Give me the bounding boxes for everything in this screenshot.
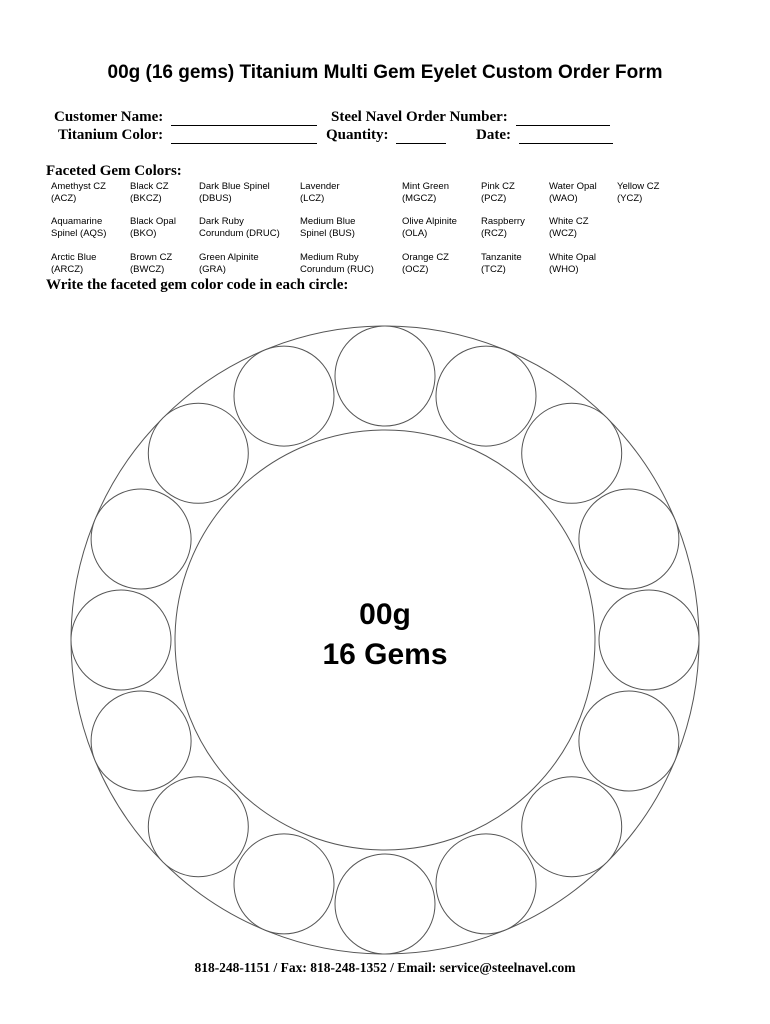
gem-color-name: Aquamarine: [51, 216, 103, 227]
gem-slot-circle[interactable]: [148, 777, 248, 877]
gem-color-name: Green Alpinite: [199, 252, 259, 263]
gem-slot-circle[interactable]: [335, 854, 435, 954]
gem-color-code: Spinel (BUS): [300, 228, 355, 239]
contact-footer: 818-248-1151 / Fax: 818-248-1352 / Email: service@steelnavel.com: [194, 960, 576, 975]
gem-slot-circle[interactable]: [579, 489, 679, 589]
gem-color-name: Orange CZ: [402, 252, 449, 263]
form-title: 00g (16 gems) Titanium Multi Gem Eyelet Custom Order Form: [107, 62, 663, 83]
gem-color-name: Arctic Blue: [51, 252, 97, 263]
gem-color-code: (OCZ): [402, 264, 429, 275]
gem-color-code: (WCZ): [549, 228, 577, 239]
gem-color-code: (BKCZ): [130, 193, 162, 204]
gem-color-code: (BWCZ): [130, 264, 165, 275]
gem-color-name: Dark Blue Spinel: [199, 181, 270, 192]
gem-slot-circle[interactable]: [436, 834, 536, 934]
gem-slot-circle[interactable]: [335, 326, 435, 426]
gem-slot-circle[interactable]: [91, 691, 191, 791]
gem-color-code: (MGCZ): [402, 193, 437, 204]
gem-color-name: Medium Ruby: [300, 252, 359, 263]
gem-color-code: (ARCZ): [51, 264, 84, 275]
gem-slot-circle[interactable]: [71, 590, 171, 690]
order-number-label: Steel Navel Order Number:: [331, 109, 508, 125]
gem-color-name: White CZ: [549, 216, 589, 227]
quantity-label: Quantity:: [326, 127, 389, 143]
gem-color-name: Brown CZ: [130, 252, 173, 263]
center-gem-count-label: 16 Gems: [322, 638, 448, 671]
gem-color-code: Corundum (DRUC): [199, 228, 280, 239]
gem-color-name: Mint Green: [402, 181, 449, 192]
gem-color-name: White Opal: [549, 252, 596, 263]
gem-color-name: Yellow CZ: [617, 181, 660, 192]
gem-color-name: Lavender: [300, 181, 340, 192]
gem-slot-circle[interactable]: [234, 346, 334, 446]
center-gauge-label: 00g: [359, 598, 411, 631]
gem-colors-heading: Faceted Gem Colors:: [46, 163, 182, 179]
gem-color-code: (PCZ): [481, 193, 507, 204]
gem-color-code: (BKO): [130, 228, 157, 239]
gem-color-name: Medium Blue: [300, 216, 356, 227]
gem-slot-circle[interactable]: [599, 590, 699, 690]
gem-color-code: (RCZ): [481, 228, 507, 239]
gem-color-name: Tanzanite: [481, 252, 522, 263]
gem-color-name: Amethyst CZ: [51, 181, 106, 192]
gem-color-name: Olive Alpinite: [402, 216, 457, 227]
gem-color-code: (YCZ): [617, 193, 643, 204]
gem-color-name: Pink CZ: [481, 181, 515, 192]
titanium-color-label: Titanium Color:: [58, 127, 164, 143]
gem-color-code: (DBUS): [199, 193, 232, 204]
gem-slot-circle[interactable]: [91, 489, 191, 589]
gem-color-name: Raspberry: [481, 216, 525, 227]
gem-color-name: Black CZ: [130, 181, 169, 192]
gem-color-code: (GRA): [199, 264, 226, 275]
instruction-text: Write the faceted gem color code in each circle:: [46, 277, 349, 293]
gem-color-code: Spinel (AQS): [51, 228, 107, 239]
gem-slot-circle[interactable]: [522, 777, 622, 877]
gem-slot-circle[interactable]: [148, 403, 248, 503]
gem-color-code: (OLA): [402, 228, 428, 239]
gem-color-name: Water Opal: [549, 181, 597, 192]
gem-slot-circle[interactable]: [579, 691, 679, 791]
gem-color-name: Dark Ruby: [199, 216, 244, 227]
gem-color-code: (WAO): [549, 193, 578, 204]
gem-color-code: (WHO): [549, 264, 579, 275]
gem-slot-circle[interactable]: [436, 346, 536, 446]
date-label: Date:: [476, 127, 511, 143]
gem-slot-circle[interactable]: [522, 403, 622, 503]
gem-color-name: Black Opal: [130, 216, 176, 227]
gem-color-code: Corundum (RUC): [300, 264, 374, 275]
gem-color-code: (TCZ): [481, 264, 506, 275]
gem-color-code: (LCZ): [300, 193, 325, 204]
gem-slot-circle[interactable]: [234, 834, 334, 934]
customer-name-label: Customer Name:: [54, 109, 164, 125]
gem-color-code: (ACZ): [51, 193, 77, 204]
